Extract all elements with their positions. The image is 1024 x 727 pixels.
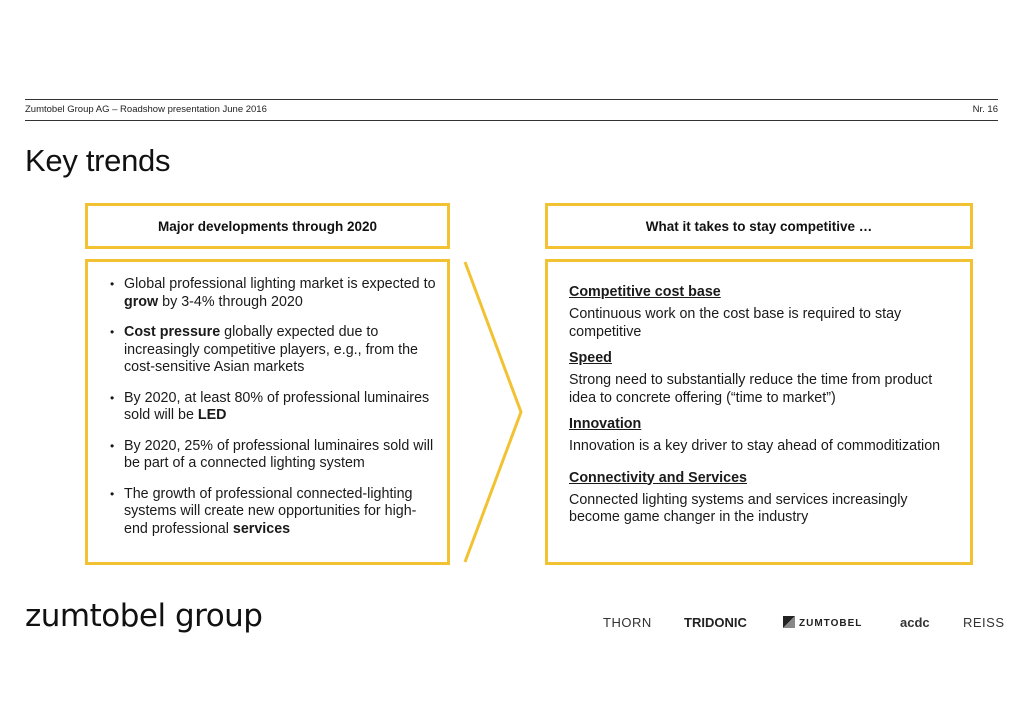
right-panel-heading: What it takes to stay competitive … [645,218,873,234]
right-panel-body-box [545,259,973,565]
brand-tridonic: TRIDONIC [684,615,747,630]
development-item: • Cost pressure globally expected due to increasingly competitive players, e.g., from the cost-sensitive Asian markets [110,324,437,377]
competitive-item [569,470,960,527]
competitive-item-heading: Connectivity and Services [569,469,747,486]
competitive-item-heading: Speed [569,350,612,366]
brand-zumtobel: ZUMTOBEL [799,618,863,629]
header-page-number: Nr. 16 [972,104,998,115]
header-presentation-title: Zumtobel Group AG – Roadshow presentation June 2016 [25,104,267,115]
developments-list [88,262,447,538]
left-panel-heading: Major developments through 2020 [157,218,378,234]
development-item: • By 2020, 25% of professional luminaires sold will be part of a connected lighting system [110,438,437,473]
development-item: • By 2020, at least 80% of professional luminaires sold will be LED [110,390,437,425]
competitive-item-text: Connected lighting systems and services increasingly become game changer in the industry [569,491,908,525]
competitive-item-text: Innovation is a key driver to stay ahead of commoditization [569,438,941,454]
brand-acdc: acdc [900,615,930,630]
competitive-item [569,284,960,341]
competitiveness-list [548,262,970,527]
header-bottom-rule [25,120,998,121]
zumtobel-group-logo: zumtobel group [25,598,263,634]
competitive-item [569,416,960,456]
left-panel-heading-box [85,203,450,249]
page-title: Key trends [25,143,171,178]
brand-thorn: THORN [603,615,652,630]
zumtobel-mark-icon [783,616,795,628]
chevron-arrow-icon [461,259,527,565]
competitive-item-heading: Competitive cost base [569,284,721,300]
competitive-item-heading: Innovation [569,416,642,432]
competitive-item-text: Continuous work on the cost base is required to stay competitive [569,306,902,340]
competitive-item-text: Strong need to substantially reduce the time from product idea to concrete offering (“time to market”) [569,372,933,406]
development-item: • Global professional lighting market is expected to grow by 3-4% through 2020 [110,276,437,311]
left-panel-body-box [85,259,450,565]
brand-reiss: REISS [963,615,1005,630]
right-panel-heading-box [545,203,973,249]
competitive-item [569,350,960,407]
development-item: • The growth of professional connected-lighting systems will create new opportunities for high-end professional services [110,486,437,539]
header-top-rule [25,99,998,100]
